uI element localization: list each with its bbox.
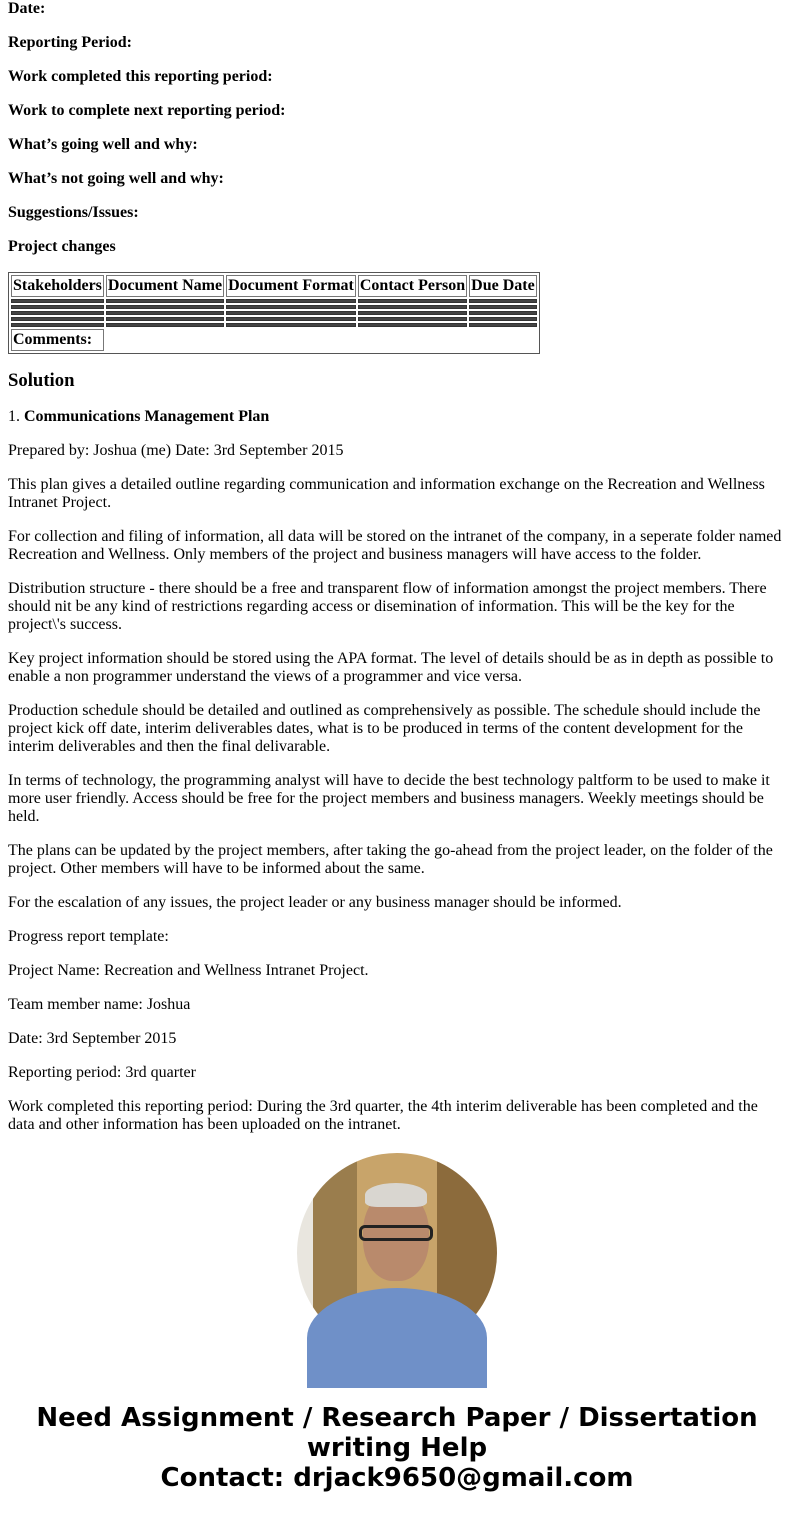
promo-contact: Contact: drjack9650@gmail.com: [160, 1463, 634, 1493]
empty-cell: [11, 323, 104, 327]
plan-title: Communications Management Plan: [24, 408, 270, 425]
paragraph: The plans can be updated by the project members, after taking the go-ahead from the project leader, on the folder of the project. Other members will have to be informed about the same.: [8, 842, 773, 877]
promo-text: [0, 1403, 794, 1493]
paragraph: For the escalation of any issues, the project leader or any business manager should be informed.: [8, 894, 622, 911]
empty-cell: [358, 323, 467, 327]
tutor-avatar: [297, 1153, 497, 1353]
empty-cell: [469, 323, 537, 327]
empty-cell: [11, 305, 104, 309]
empty-cell: [11, 311, 104, 315]
empty-cell: [469, 299, 537, 303]
field-suggestions: Suggestions/Issues:: [8, 204, 139, 221]
promo-section: [0, 1150, 794, 1493]
paragraph: This plan gives a detailed outline regarding communication and information exchange on the Recreation and Wellness Intranet Project.: [8, 476, 765, 511]
comments-label: Comments:: [11, 329, 104, 351]
field-reporting-period: Reporting Period:: [8, 34, 132, 51]
document: [8, 0, 784, 1133]
paragraph: Progress report template:: [8, 928, 169, 945]
empty-cell: [226, 323, 356, 327]
empty-cell: [226, 305, 356, 309]
header-stakeholders: Stakeholders: [11, 275, 104, 297]
empty-cell: [358, 317, 467, 321]
solution-heading: Solution: [8, 370, 75, 391]
empty-cell: [469, 305, 537, 309]
paragraph: Reporting period: 3rd quarter: [8, 1064, 196, 1081]
empty-cell: [106, 311, 224, 315]
plan-title-line: [8, 408, 784, 426]
paragraph: Date: 3rd September 2015: [8, 1030, 177, 1047]
empty-cell: [358, 305, 467, 309]
header-document-name: Document Name: [106, 275, 224, 297]
empty-cell: [106, 305, 224, 309]
empty-cell: [469, 311, 537, 315]
empty-cell: [106, 299, 224, 303]
paragraph: Team member name: Joshua: [8, 996, 191, 1013]
empty-cell: [226, 317, 356, 321]
header-contact-person: Contact Person: [358, 275, 467, 297]
empty-cell: [469, 317, 537, 321]
paragraph: Key project information should be stored using the APA format. The level of details should be as in depth as possible to enable a non programmer understand the views of a programmer and vice versa.: [8, 650, 774, 685]
solution-paragraphs: [8, 442, 784, 1134]
header-document-format: Document Format: [226, 275, 356, 297]
field-going-well: What’s going well and why:: [8, 136, 198, 153]
communications-table: [8, 272, 540, 354]
empty-cell: [358, 299, 467, 303]
header-due-date: Due Date: [469, 275, 537, 297]
plan-number: 1.: [8, 408, 20, 425]
paragraph: Work completed this reporting period: During the 3rd quarter, the 4th interim deliverable has been completed and the data and other information has been uploaded on the intranet.: [8, 1098, 758, 1133]
empty-cell: [11, 317, 104, 321]
field-work-completed: Work completed this reporting period:: [8, 68, 273, 85]
field-date: Date:: [8, 0, 46, 17]
empty-cell: [226, 299, 356, 303]
paragraph: For collection and filing of information, all data will be stored on the intranet of the company, in a seperate folder named Recreation and Wellness. Only members of the project and business managers will have access to the folder.: [8, 528, 782, 563]
empty-cell: [358, 311, 467, 315]
paragraph: Prepared by: Joshua (me) Date: 3rd September 2015: [8, 442, 344, 459]
comments-value: [106, 329, 537, 351]
field-project-changes: Project changes: [8, 238, 116, 255]
table-header-row: [11, 275, 537, 297]
paragraph: Distribution structure - there should be a free and transparent flow of information amongst the project members. There should nit be any kind of restrictions regarding access or disemination of information. This will be the key for the project\'s success.: [8, 580, 767, 633]
empty-cell: [106, 317, 224, 321]
field-not-going-well: What’s not going well and why:: [8, 170, 224, 187]
empty-cell: [11, 299, 104, 303]
paragraph: Project Name: Recreation and Wellness Intranet Project.: [8, 962, 369, 979]
empty-cell: [106, 323, 224, 327]
paragraph: In terms of technology, the programming analyst will have to decide the best technology paltform to be used to make it more user friendly. Access should be free for the project members and business managers. Weekly meetings should be held.: [8, 772, 770, 825]
field-work-next: Work to complete next reporting period:: [8, 102, 286, 119]
empty-cell: [226, 311, 356, 315]
promo-headline: Need Assignment / Research Paper / Dissertation writing Help: [36, 1403, 758, 1463]
paragraph: Production schedule should be detailed and outlined as comprehensively as possible. The schedule should include the project kick off date, interim deliverables dates, what is to be produced in terms of the content development for the interim deliverables and then the final delivarable.: [8, 702, 761, 755]
